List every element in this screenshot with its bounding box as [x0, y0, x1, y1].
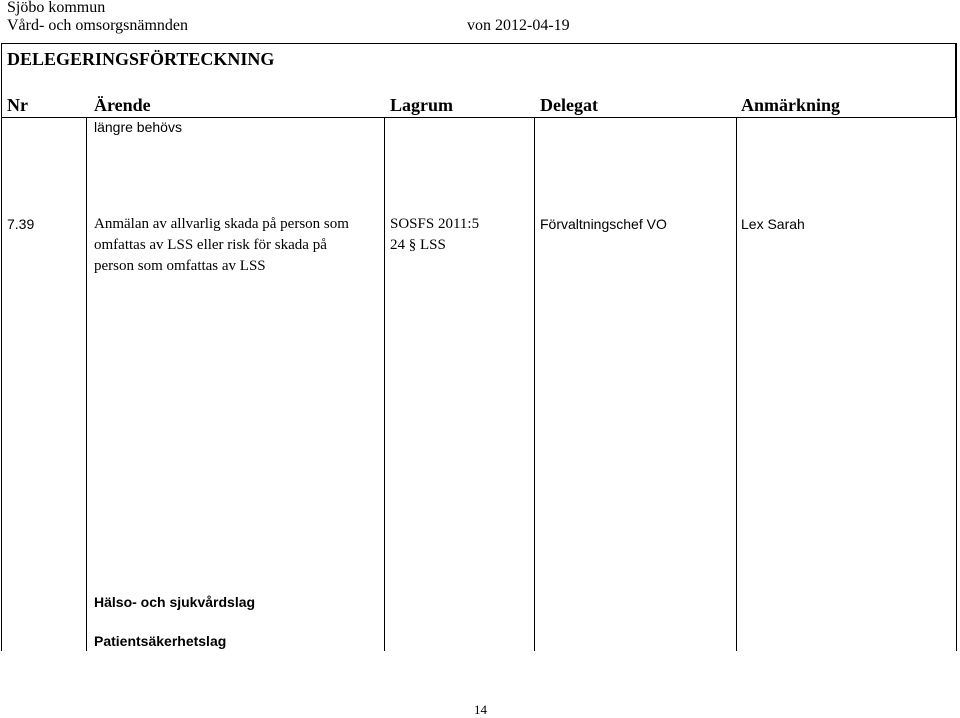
column-divider-3 [534, 117, 535, 651]
column-divider-2 [384, 117, 385, 651]
column-header-anmarkning: Anmärkning [741, 95, 841, 115]
continuation-text: längre behövs [94, 119, 182, 135]
section-heading-patient: Patientsäkerhetslag [94, 633, 227, 649]
document-date: von 2012-04-19 [467, 17, 570, 34]
row-nr: 7.39 [7, 216, 35, 232]
column-divider-4 [736, 117, 737, 651]
column-header-nr: Nr [7, 95, 28, 115]
committee-name: Vård- och omsorgsnämnden [7, 17, 188, 34]
table-border-right [956, 43, 957, 651]
row-lagrum-line-1: SOSFS 2011:5 [390, 216, 480, 232]
column-header-delegat: Delegat [540, 95, 598, 115]
row-arende-line-1: Anmälan av allvarlig skada på person som [94, 216, 349, 232]
column-header-arende: Ärende [94, 95, 151, 115]
section-heading-halso: Hälso- och sjukvårdslag [94, 594, 256, 610]
row-lagrum-line-2: 24 § LSS [390, 237, 446, 253]
municipality-name: Sjöbo kommun [7, 0, 106, 16]
column-header-lagrum: Lagrum [390, 95, 453, 115]
document-title: DELEGERINGSFÖRTECKNING [7, 49, 275, 69]
page-number: 14 [474, 702, 487, 717]
row-arende-line-2: omfattas av LSS eller risk för skada på [94, 237, 327, 253]
row-anmarkning: Lex Sarah [741, 216, 805, 232]
column-divider-1 [86, 117, 87, 651]
table-border-left [1, 43, 2, 651]
row-delegat: Förvaltningschef VO [540, 216, 667, 232]
row-arende-line-3: person som omfattas av LSS [94, 258, 266, 274]
